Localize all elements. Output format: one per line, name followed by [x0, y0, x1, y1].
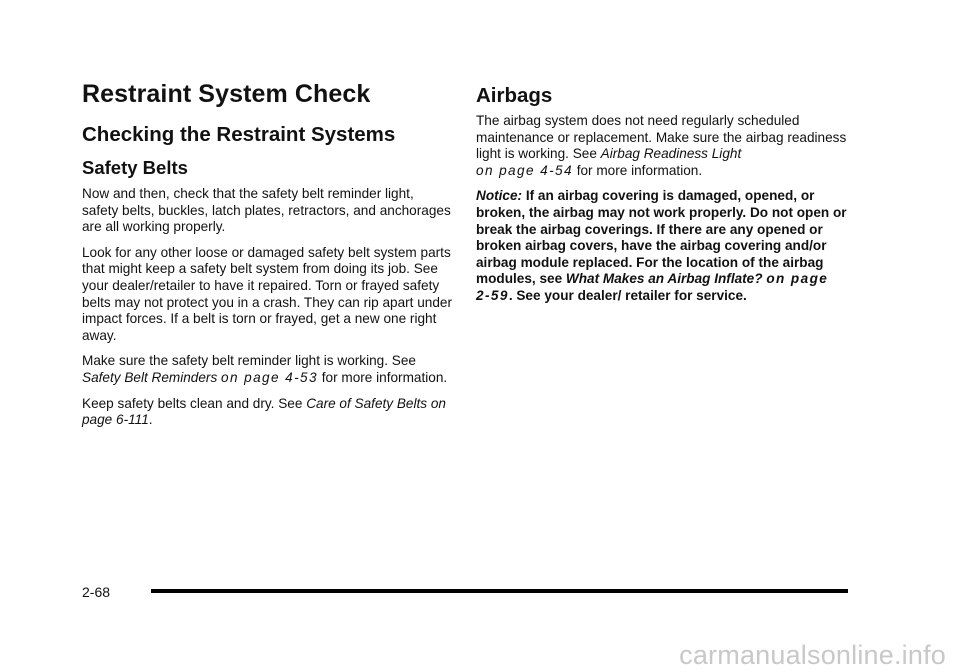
subheading-safety-belts: Safety Belts [82, 157, 188, 178]
notice-block [476, 188, 848, 304]
xref-page[interactable]: on page 2-59 [476, 271, 829, 303]
xref-care-of-safety-belts[interactable]: Care of Safety Belts on page 6-111 [82, 395, 446, 428]
section-heading-airbags: Airbags [476, 84, 553, 107]
text: . [148, 412, 153, 428]
watermark: carmanualsonline.info [679, 640, 946, 670]
text: for more information. [317, 369, 448, 385]
paragraph-belt-reminder [82, 353, 452, 386]
paragraph-airbag-maintenance [476, 113, 848, 179]
xref-what-makes-airbag-inflate[interactable]: What Makes an Airbag Inflate? [565, 271, 763, 287]
text: Make sure the safety belt reminder light is working. See [82, 353, 416, 369]
notice-suffix: . See your dealer/ retailer for service. [508, 287, 747, 303]
notice-text: If an airbag covering is damaged, opened, or broken, the airbag may not work properly. Do not open or break the airbag coverings. If there are any opened or broken airbag covers, have the airbag covering and/or airbag module replaced. For the location of the airbag modules, see [476, 188, 847, 287]
xref-airbag-readiness-light[interactable]: Airbag Readiness Light [600, 146, 742, 162]
text: for more information. [572, 162, 703, 178]
paragraph-belts-check: Now and then, check that the safety belt reminder light, safety belts, buckles, latch plates, retractors, and anchorages are all working properly. [82, 186, 451, 235]
xref-page[interactable]: on page 4-53 [221, 369, 318, 385]
right-column [476, 113, 848, 314]
footer-rule [151, 589, 848, 593]
notice-label: Notice: [476, 188, 523, 204]
text: Keep safety belts clean and dry. See [82, 395, 307, 411]
paragraph-belts-damage: Look for any other loose or damaged safety belt system parts that might keep a safety belt system from doing its job. See your dealer/retailer to have it repaired. Torn or frayed safety belts may not protect you in a crash. They can rip apart under impact forces. If a belt is torn or frayed, get a new one right away. [82, 244, 452, 343]
page-title: Restraint System Check [82, 80, 371, 108]
xref-safety-belt-reminders[interactable]: Safety Belt Reminders [82, 369, 218, 385]
left-column [82, 186, 452, 438]
page-number: 2-68 [82, 584, 111, 600]
paragraph-belt-care [82, 396, 452, 429]
xref-page[interactable]: on page 4-54 [476, 162, 573, 178]
text: The airbag system does not need regularly scheduled maintenance or replacement. Make sure the airbag readiness light is working. See [476, 113, 847, 162]
section-heading-checking: Checking the Restraint Systems [82, 123, 396, 146]
